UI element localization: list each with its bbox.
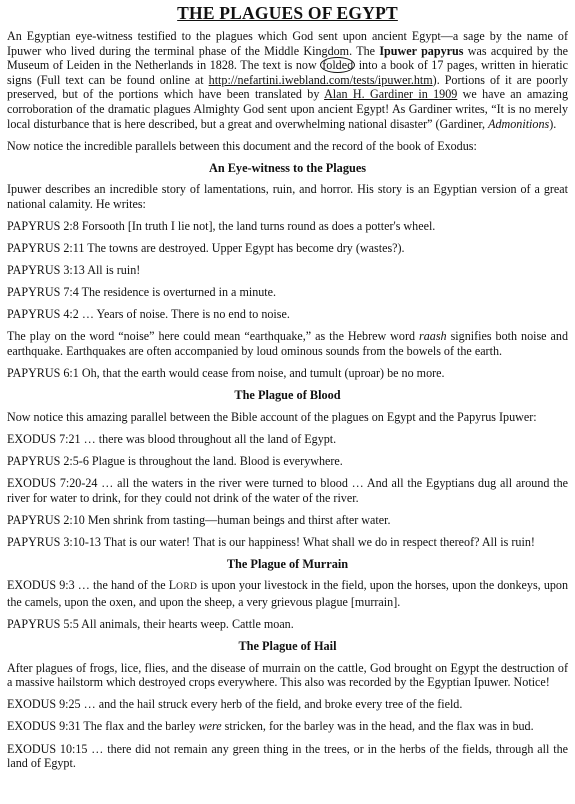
quote-text: is upon your livestock in the field, upon the horses, upon the donkeys, upon the camels, upon the oxen, and upon the sheep, a very grievous plague [murrain]. xyxy=(7,578,569,609)
quote-line: PAPYRUS 3:13 All is ruin! xyxy=(7,263,141,278)
section-heading-hail: The Plague of Hail xyxy=(238,639,337,654)
page-title: THE PLAGUES OF EGYPT xyxy=(177,3,398,23)
circled-word: folded xyxy=(322,58,354,73)
papyrus-name: Ipuwer papyrus xyxy=(379,43,464,58)
section-intro: Now notice this amazing parallel between the Bible account of the plagues on Egypt and the Papyrus Ipuwer: xyxy=(7,409,537,424)
section-heading-blood: The Plague of Blood xyxy=(234,388,341,403)
translator-name: Alan H. Gardiner in 1909 xyxy=(324,87,458,102)
paragraph-text: signifies both noise and earthquake. Earthquakes are often accompanied by loud ominous sounds from the bowels of the earth. xyxy=(7,329,568,358)
quote-line: EXODUS 7:21 … there was blood throughout all the land of Egypt. xyxy=(7,431,337,446)
paragraph-text: The play on the word “noise” here could mean “earthquake,” as the Hebrew word xyxy=(7,329,420,344)
emphasis-word: were xyxy=(198,719,222,734)
intro-text: we have an amazing corroboration of the dramatic plagues Almighty God sent upon ancient Egypt! As Gardiner writes, “It is no merely local disturbance that is here described, but a great and overwhelming national disaster” (Gardiner, xyxy=(7,87,569,131)
intro-text: was acquired by the Museum of Leiden in the Netherlands in 1828. The text is now xyxy=(7,43,568,73)
quote-paragraph: EXODUS 10:15 … there did not remain any green thing in the trees, or in the herbs of the fields, through all the land of Egypt. xyxy=(7,741,568,771)
small-caps-text: ORD xyxy=(176,582,198,593)
hebrew-word: raash xyxy=(419,329,447,344)
quote-paragraph: EXODUS 7:20-24 … all the waters in the river were turned to blood … And all the Egyptians dug all around the river for water to drink, for they could not drink of the water of the river. xyxy=(7,475,568,505)
quote-line: PAPYRUS 2:8 Forsooth [In truth I lie not], the land turns round as does a potter's wheel. xyxy=(7,218,436,233)
quote-line: PAPYRUS 2:11 The towns are destroyed. Upper Egypt has become dry (wastes?). xyxy=(7,241,405,256)
quote-line: PAPYRUS 7:4 The residence is overturned in a minute. xyxy=(7,285,277,300)
intro-text: ). Portions of it are poorly preserved, but of the portions which have been translated by xyxy=(7,72,569,102)
quote-line xyxy=(7,719,568,734)
noise-paragraph xyxy=(7,329,568,358)
quote-line: PAPYRUS 3:10-13 That is our water! That is our happiness! What shall we do in respect thereof? All is ruin! xyxy=(7,534,535,549)
quote-paragraph xyxy=(7,578,568,609)
quote-line: PAPYRUS 2:10 Men shrink from tasting—human beings and thirst after water. xyxy=(7,512,391,527)
section-intro: After plagues of frogs, lice, flies, and the disease of murrain on the cattle, God brought on Egypt the destruction of a massive hailstorm which destroyed crops everywhere. This also was recorded by the Egyptian Ipuwer. Notice! xyxy=(7,660,568,690)
quote-line: PAPYRUS 5:5 All animals, their hearts weep. Cattle moan. xyxy=(7,617,294,632)
intro-text: into a book of 17 pages, written in hieratic signs (Full text can be found online at xyxy=(7,58,568,87)
intro-paragraph xyxy=(7,29,568,131)
quote-line: PAPYRUS 4:2 … Years of noise. There is no end to noise. xyxy=(7,307,290,322)
parallels-paragraph: Now notice the incredible parallels between this document and the record of the book of Exodus: xyxy=(7,138,477,153)
source-url[interactable]: http://nefartini.iwebland.com/tests/ipuwer.htm xyxy=(208,72,433,87)
quote-text: EXODUS 9:3 … the hand of the L xyxy=(7,578,177,593)
quote-line: PAPYRUS 2:5-6 Plague is throughout the land. Blood is everywhere. xyxy=(7,453,343,468)
section-intro: Ipuwer describes an incredible story of lamentations, ruin, and horror. His story is an Egyptian version of a great national calamity. He writes: xyxy=(7,182,568,211)
intro-text: An Egyptian eye-witness testified to the plagues which God sent upon ancient Egypt—a sage by the name of Ipuwer who lived during the terminal phase of the Middle Kingdom. The xyxy=(7,29,568,58)
quote-text: EXODUS 9:31 The flax and the barley xyxy=(7,719,199,734)
quote-line: PAPYRUS 6:1 Oh, that the earth would cease from noise, and tumult (uproar) be no more. xyxy=(7,366,445,381)
section-heading-murrain: The Plague of Murrain xyxy=(226,556,349,571)
book-title: Admonitions xyxy=(488,116,550,131)
section-heading-eyewitness: An Eye-witness to the Plagues xyxy=(208,160,367,175)
quote-text: stricken, for the barley was in the head, and the flax was in bud. xyxy=(221,719,534,734)
intro-text: ). xyxy=(549,116,557,131)
quote-line: EXODUS 9:25 … and the hail struck every herb of the field, and broke every tree of the field. xyxy=(7,697,463,712)
